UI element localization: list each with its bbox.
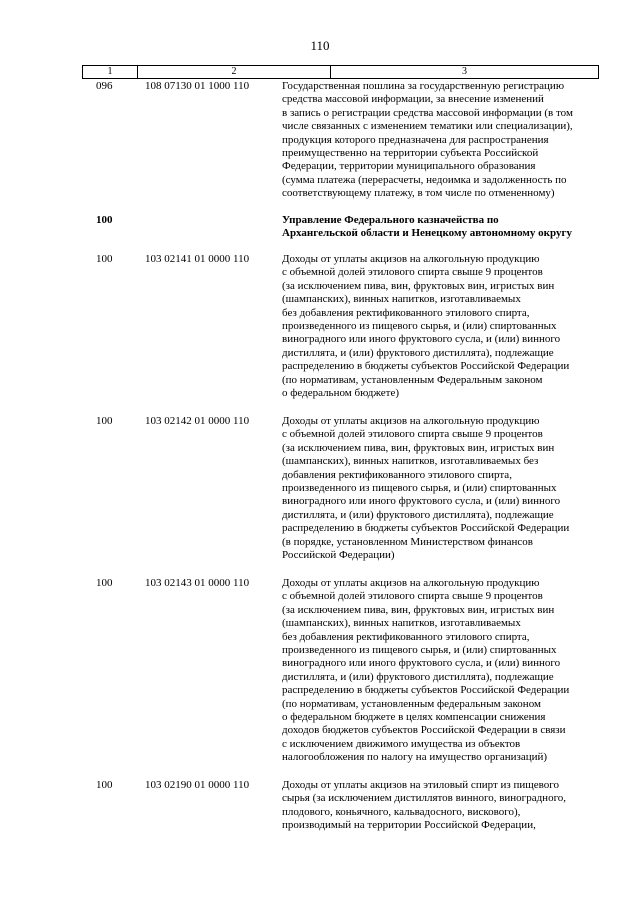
description-line: преимущественно на территории субъекта Российской (282, 147, 539, 160)
description-line: дистиллята, и (или) фруктового дистиллята), подлежащие (282, 508, 554, 521)
description-line: без добавления ректификованного этилового спирта, (282, 306, 530, 319)
page-number: 110 (310, 38, 330, 53)
description-line: (шампанских), винных напитков, изготавливаемых (282, 617, 521, 630)
description-line: числе связанных с изменением тематики или специализации), (282, 120, 573, 133)
description-line: Доходы от уплаты акцизов на этиловый спирт из пищевого (282, 779, 559, 791)
admin-code: 100 (96, 214, 113, 226)
description-line: о федеральном бюджете в целях компенсации снижения (282, 711, 546, 724)
description-line: Доходы от уплаты акцизов на алкогольную продукцию (282, 577, 540, 589)
description-line: добавления ректификованного этилового спирта, (282, 468, 512, 481)
description (282, 80, 602, 201)
description-line: с объемной долей этилового спирта свыше 9 процентов (282, 428, 543, 441)
description-line: сырья (за исключением дистиллятов винного, виноградного, (282, 792, 567, 805)
budget-code: 108 07130 01 1000 110 (145, 80, 250, 92)
description-line: в запись о регистрации средства массовой информации (в том (282, 106, 573, 119)
description-line: виноградного или иного фруктового сусла, и (или) винного (282, 657, 561, 670)
budget-code: 103 02143 01 0000 110 (145, 577, 250, 589)
description-line: (сумма платежа (перерасчеты, недоимка и задолженность по (282, 173, 567, 186)
description (282, 415, 602, 562)
description-line: дистиллята, и (или) фруктового дистиллята), подлежащие (282, 346, 554, 359)
description-line: виноградного или иного фруктового сусла, и (или) винного (282, 495, 561, 508)
description-line: (по нормативам, установленным федеральным законом (282, 697, 541, 710)
header-col-1: 1 (83, 66, 138, 78)
description-line: с объемной долей этилового спирта свыше 9 процентов (282, 266, 543, 279)
description-line: распределению в бюджеты субъектов Российской Федерации (282, 684, 570, 697)
description-line: с исключением движимого имущества из объектов (282, 737, 521, 750)
description-line: Доходы от уплаты акцизов на алкогольную продукцию (282, 253, 540, 265)
description-line: распределению в бюджеты субъектов Российской Федерации (282, 522, 570, 535)
description-line: произведенного из пищевого сырья, и (или) спиртованных (282, 320, 557, 333)
table-header-row (82, 65, 599, 79)
description-line: средства массовой информации, за внесение изменений (282, 93, 544, 106)
description-line: Архангельской области и Ненецкому автономному округу (282, 227, 572, 240)
description (282, 214, 602, 241)
description-line: Российской Федерации) (282, 549, 395, 562)
description-line: производимый на территории Российской Федерации, (282, 819, 536, 832)
description-line: произведенного из пищевого сырья, и (или) спиртованных (282, 644, 557, 657)
admin-code: 100 (96, 779, 113, 791)
description-line: Доходы от уплаты акцизов на алкогольную продукцию (282, 415, 540, 427)
description-line: налогообложения по налогу на имущество организаций) (282, 751, 548, 764)
description-line: без добавления ректификованного этилового спирта, (282, 630, 530, 643)
description-line: Государственная пошлина за государственную регистрацию (282, 80, 565, 92)
budget-code: 103 02142 01 0000 110 (145, 415, 250, 427)
budget-code: 103 02141 01 0000 110 (145, 253, 250, 265)
admin-code: 100 (96, 253, 113, 265)
description (282, 779, 602, 833)
description-line: распределению в бюджеты субъектов Российской Федерации (282, 360, 570, 373)
description-line: о федеральном бюджете) (282, 387, 400, 400)
description-line: доходов бюджетов субъектов Российской Федерации в связи (282, 724, 566, 737)
description-line: (за исключением пива, вин, фруктовых вин, игристых вин (282, 441, 555, 454)
admin-code: 100 (96, 577, 113, 589)
description-line: произведенного из пищевого сырья, и (или) спиртованных (282, 482, 557, 495)
admin-code: 100 (96, 415, 113, 427)
description-line: с объемной долей этилового спирта свыше 9 процентов (282, 590, 543, 603)
description-line: соответствующему платежу, в том числе по отмененному) (282, 187, 555, 200)
budget-code: 103 02190 01 0000 110 (145, 779, 250, 791)
description (282, 577, 602, 765)
header-col-3: 3 (462, 66, 467, 77)
description-line: (за исключением пива, вин, фруктовых вин, игристых вин (282, 279, 555, 292)
description-line: плодового, коньячного, кальвадосного, вискового), (282, 805, 521, 818)
description-line: (шампанских), винных напитков, изготавливаемых (282, 293, 521, 306)
description-line: (за исключением пива, вин, фруктовых вин, игристых вин (282, 603, 555, 616)
description-line: виноградного или иного фруктового сусла, и (или) винного (282, 333, 561, 346)
description-line: (в порядке, установленном Министерством финансов (282, 535, 533, 548)
header-col-2: 2 (138, 66, 331, 78)
description-line: дистиллята, и (или) фруктового дистиллята), подлежащие (282, 670, 554, 683)
description (282, 253, 602, 400)
admin-code: 096 (96, 80, 113, 92)
description-line: (по нормативам, установленным Федеральным законом (282, 373, 543, 386)
description-line: Федерации, территории муниципального образования (282, 160, 536, 173)
description-line: (шампанских), винных напитков, изготавливаемых без (282, 455, 539, 468)
description-line: продукция которого предназначена для распространения (282, 133, 549, 146)
description-line: Управление Федерального казначейства по (282, 214, 499, 226)
